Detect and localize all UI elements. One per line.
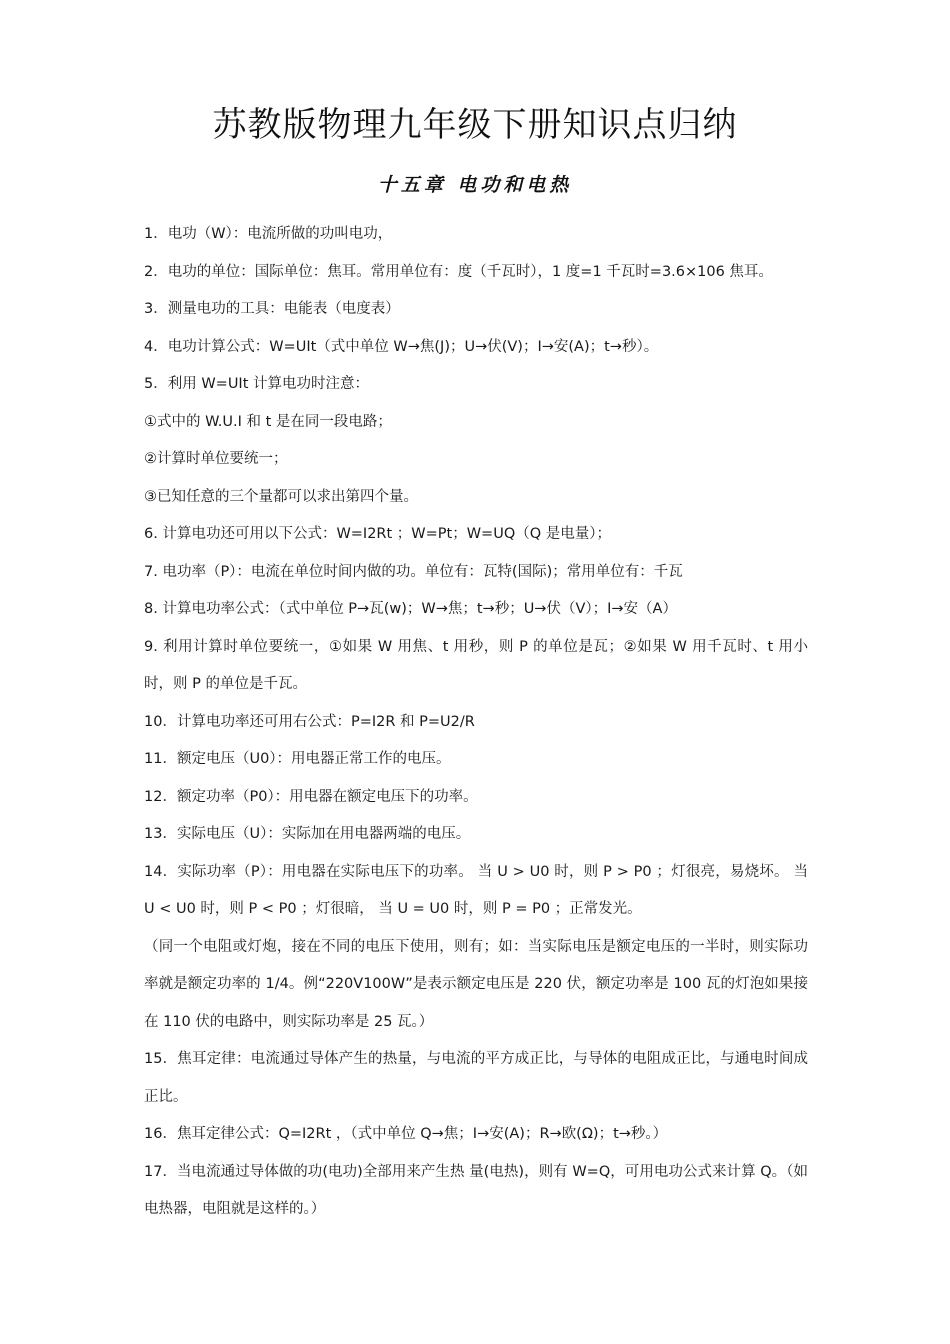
paragraph-4: 4．电功计算公式：W=UIt（式中单位 W→焦(J)；U→伏(V)；I→安(A)；t→秒）。 [144, 338, 659, 355]
document-title: 苏教版物理九年级下册知识点归纳 [212, 105, 738, 145]
paragraph-9: 9. 利用计算时单位要统一，①如果 W 用焦、t 用秒，则 P 的单位是瓦；②如果 W 用千瓦时、t 用小时，则 P 的单位是千瓦。 [144, 638, 808, 692]
paragraph-5-note-2: ②计算时单位要统一； [144, 451, 288, 467]
paragraph-6: 6. 计算电功还可用以下公式：W=I2Rt ；W=Pt；W=UQ（Q 是电量）； [144, 526, 612, 542]
chapter-heading: 十五章 电功和电热 [377, 174, 573, 196]
document-body [144, 216, 808, 1229]
paragraph-2: 2．电功的单位：国际单位：焦耳。常用单位有：度（千瓦时），1 度=1 千瓦时=3.6×106 焦耳。 [144, 263, 773, 280]
paragraph-5-note-3: ③已知任意的三个量都可以求出第四个量。 [144, 488, 418, 505]
paragraph-13: 13．实际电压（U）：实际加在用电器两端的电压。 [144, 826, 471, 842]
paragraph-14-note: （同一个电阻或灯炮，接在不同的电压下使用，则有；如：当实际电压是额定电压的一半时，则实际功率就是额定功率的 1/4。例“220V100W”是表示额定电压是 220 伏，额定功率是 100 瓦的灯泡如果接在 110 伏的电路中，则实际功率是 25 瓦。） [144, 938, 808, 1030]
paragraph-14: 14．实际功率（P）：用电器在实际电压下的功率。 当 U > U0 时，则 P > P0 ；灯很亮，易烧坏。 当 U < U0 时，则 P < P0 ；灯很暗， 当 U = U0 时，则 P = P0 ；正常发光。 [144, 863, 808, 917]
paragraph-15: 15．焦耳定律：电流通过导体产生的热量，与电流的平方成正比，与导体的电阻成正比，与通电时间成正比。 [144, 1051, 808, 1105]
paragraph-10: 10．计算电功率还可用右公式：P=I2R 和 P=U2/R [144, 713, 475, 730]
paragraph-11: 11．额定电压（U0）：用电器正常工作的电压。 [144, 751, 451, 767]
paragraph-3: 3．测量电功的工具：电能表（电度表） [144, 301, 400, 317]
paragraph-1: 1．电功（W）：电流所做的功叫电功， [144, 226, 393, 242]
paragraph-16: 16．焦耳定律公式：Q=I2Rt ，（式中单位 Q→焦；I→安(A)；R→欧(Ω)；t→秒。） [144, 1126, 668, 1142]
paragraph-7: 7. 电功率（P）：电流在单位时间内做的功。单位有：瓦特(国际)；常用单位有：千瓦 [144, 563, 683, 580]
paragraph-8: 8. 计算电功率公式：（式中单位 P→瓦(w)；W→焦；t→秒；U→伏（V）；I→安（A） [144, 601, 677, 617]
paragraph-17: 17．当电流通过导体做的功(电功)全部用来产生热 量(电热)，则有 W=Q，可用电功公式来计算 Q。（如电热器，电阻就是这样的。） [144, 1163, 808, 1217]
paragraph-12: 12．额定功率（P0）：用电器在额定电压下的功率。 [144, 788, 478, 805]
paragraph-5: 5．利用 W=UIt 计算电功时注意： [144, 376, 370, 392]
paragraph-5-note-1: ①式中的 W.U.I 和 t 是在同一段电路； [144, 413, 392, 430]
